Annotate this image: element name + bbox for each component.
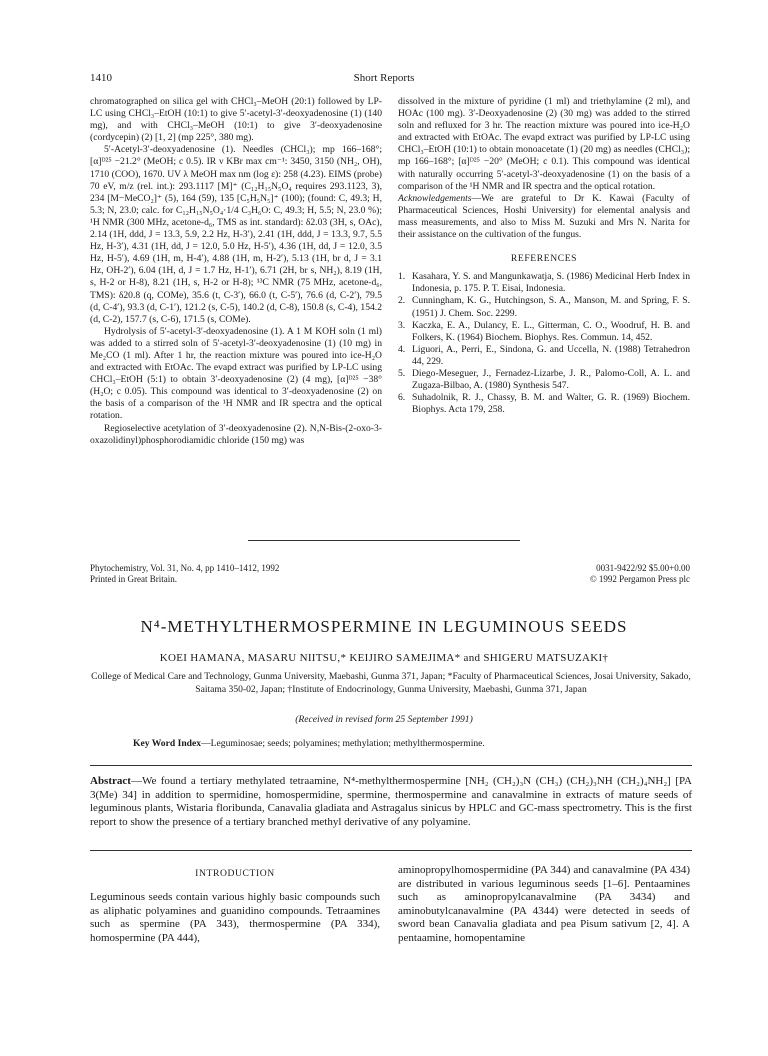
ack-text: —We are grateful to Dr K. Kawai (Faculty of Pharmaceutical Sciences, Hoshi University) for elemental analysis and mass measurements, and also to Miss M. Suzuki and Mrs N. Narita for their assistance on the cultivation of the fungus. <box>398 192 690 241</box>
keywords-text: —Leguminosae; seeds; polyamines; methylation; methylthermospermine. <box>201 738 485 749</box>
abstract-top-rule <box>90 765 692 766</box>
prev-article-left-column <box>90 96 382 447</box>
reference-item <box>398 320 690 344</box>
publication-info-right <box>480 563 690 585</box>
publication-info-left <box>90 563 279 585</box>
reference-item <box>398 271 690 295</box>
abstract <box>90 775 692 829</box>
journal-line: Phytochemistry, Vol. 31, No. 4, pp 1410–1412, 1992 <box>90 563 280 573</box>
reference-text: Diego-Meseguer, J., Fernadez-Lizarbe, J. R., Palomo-Coll, A. L. and Zugaza-Bilbao, A. (1980) Synthesis 547. <box>412 367 690 392</box>
prev-article-right-column <box>398 96 690 416</box>
paragraph: chromatographed on silica gel with CHCl₃–MeOH (20:1) followed by LP-LC using CHCl₃–EtOH (10:1) to give 5′-acetyl-3′-deoxyadenosine (1) (140 mg), and with CHCl₃–MeOH (10:1) to give 3′-deoxyadenosine (cordycepin) (2) [1, 2] (mp 225°, 380 mg). <box>90 96 382 144</box>
reference-number: 4. <box>398 343 406 355</box>
reference-text: Liguori, A., Perri, E., Sindona, G. and Uccella, N. (1988) Tetrahedron 44, 229. <box>412 343 690 367</box>
page-number: 1410 <box>90 72 112 84</box>
printed-line: Printed in Great Britain. <box>90 574 177 584</box>
key-word-index <box>133 738 693 749</box>
keywords-label: Key Word Index <box>133 738 202 749</box>
introduction-right-column: aminopropylhomospermidine (PA 344) and canavalmine (PA 434) are distributed in various leguminous seeds [1–6]. Pentaamines such as aminopropylcanavalmine (PA 3434) and aminobutylcanavalmine (PA 4344) were detected in seeds of sword bean Canavalia gladiata and pea Pisum sativum [2, 4]. A pentaamine, homopentamine <box>398 864 690 944</box>
reference-number: 3. <box>398 319 406 331</box>
reference-item <box>398 344 690 368</box>
introduction-left-column: Leguminous seeds contain various highly basic compounds such as aliphatic polyamines and guanidino compounds. Tetraamines such as spermine (PA 343), thermospermine (PA 334), homospermine (PA 444), <box>90 891 380 944</box>
author-affiliations: College of Medical Care and Technology, Gunma University, Maebashi, Gunma 371, Japan; *Faculty of Pharmaceutical Sciences, Josai University, Sakado, Saitama 350-02, Japan; †Institute of Endocrinology, Gunma University, Maebashi, Gunma 371, Japan <box>91 671 691 695</box>
reference-item <box>398 368 690 392</box>
price-line: 0031-9422/92 $5.00+0.00 <box>596 563 690 573</box>
reference-text: Suhadolnik, R. J., Chassy, B. M. and Walter, G. R. (1969) Biochem. Biophys. Acta 179, 258. <box>412 392 690 416</box>
reference-number: 2. <box>398 295 406 307</box>
reference-item <box>398 295 690 319</box>
reference-text: Cunningham, K. G., Hutchingson, S. A., Manson, M. and Spring, F. S. (1951) J. Chem. Soc. 2299. <box>412 295 690 319</box>
received-date: (Received in revised form 25 September 1991) <box>295 714 473 725</box>
article-authors: KOEI HAMANA, MASARU NIITSU,* KEIJIRO SAMEJIMA* and SHIGERU MATSUZAKI† <box>159 652 609 664</box>
article-separator <box>248 540 520 541</box>
references-heading: REFERENCES <box>510 253 578 265</box>
running-title: Short Reports <box>353 72 415 84</box>
reference-item <box>398 392 690 416</box>
ack-label: Acknowledgements <box>398 192 472 204</box>
abstract-text: —We found a tertiary methylated tetraamine, N⁴-methylthermospermine [NH₂ (CH₂)₃N (CH₃) (CH₂)₃NH (CH₂)₄NH₂] [PA 3(Me) 34] in addition to spermidine, homospermidine, spermine, thermospermine and canavalmine in extracts of mature seeds of leguminous plants, Wistaria floribunda, Canavalia gladiata and Astragalus sinicus by HPLC and GC-mass spectrometry. This is the first report to show the presence of a tertiary branched methyl derivative of any polyamine. <box>90 775 692 828</box>
abstract-bottom-rule <box>90 850 692 851</box>
reference-number: 5. <box>398 367 406 379</box>
paragraph: 5′-Acetyl-3′-deoxyadenosine (1). Needles (CHCl₃); mp 166–168°; [α]ᴰ²⁵ −21.2° (MeOH; c 0.5). IR ν KBr max cm⁻¹: 3450, 3150 (NH₂, OH), 1710 (COO), 1670. UV λ MeOH max nm (log ε): 258 (4.23). EIMS (probe) 70 eV, m/z (rel. int.): 293.1117 [M]⁺ (C₁₂H₁₅N₅O₄ requires 293.1123, 3), 234 [M−MeCO₂]⁺ (5), 164 (59), 135 [C₅H₅N₅]⁺ (100); (found: C, 49.3; H, 5.3; N, 23.0; calc. for C₁₂H₁₅N₅O₄·1/4 C₃H₆O: C, 49.3; H, 5.5; N, 23.0 %); ¹H NMR (300 MHz, acetone-d₆, TMS as int. standard): δ2.03 (3H, s, OAc), 2.14 (1H, ddd, J = 13.3, 5.9, 2.2 Hz, H-3′), 2.41 (1H, ddd, J = 13.3, 9.7, 5.5 Hz, H-3′), 4.31 (1H, dd, J = 12.0, 5.0 Hz, H-5′), 4.36 (1H, dd, J = 12.0, 3.5 Hz, H-5′), 4.69 (1H, m, H-4′), 4.88 (1H, m, H-2′), 5.13 (1H, br d, J = 3.1 Hz, OH-2′), 6.04 (1H, d, J = 1.7 Hz, H-1′), 6.71 (2H, br s, NH₂), 8.19 (1H, s, H-2 or H-8), 8.21 (1H, s, H-2 or H-8); ¹³C NMR (75 MHz, acetone-d₆, TMS): δ20.8 (q, COMe), 35.6 (t, C-3′), 66.0 (t, C-5′), 76.6 (d, C-2′), 79.5 (d, C-4′), 93.3 (d, C-1′), 121.2 (s, C-5), 140.2 (d, C-8), 150.8 (s, C-4), 154.2 (d, C-2), 157.7 (s, C-6), 171.5 (s, COMe). <box>90 144 382 325</box>
paragraph: Regioselective acetylation of 3′-deoxyadenosine (2). N,N-Bis-(2-oxo-3-oxazolidinyl)phosphorodiamidic chloride (150 mg) was <box>90 422 382 446</box>
article-title: N⁴-METHYLTHERMOSPERMINE IN LEGUMINOUS SEEDS <box>140 617 628 636</box>
paragraph: Hydrolysis of 5′-acetyl-3′-deoxyadenosine (1). A 1 M KOH soln (1 ml) was added to a stirred soln of 5′-acetyl-3′-deoxyadenosine (1) (10 mg) in Me₂CO (1 ml). After 1 hr, the reaction mixture was poured into ice-H₂O and extracted with EtOAc. The evapd extract was purified by LP-LC using CHCl₃–EtOH (5:1) to obtain 3′-deoxyadenosine (2) (4 mg), [α]ᴰ²⁵ −38° (H₂O; c 0.05). This compound was identical to 3′-deoxyadenosine (2) on the basis of a comparison of the ¹H NMR and IR spectra and the optical rotation. <box>90 325 382 422</box>
reference-number: 1. <box>398 271 406 283</box>
reference-text: Kaczka, E. A., Dulancy, E. L., Gitterman, C. O., Woodruf, H. B. and Folkers, K. (1964) Biochem. Biophys. Res. Commun. 14, 452. <box>412 319 690 343</box>
abstract-label: Abstract <box>90 775 131 787</box>
copyright-line: © 1992 Pergamon Press plc <box>589 574 690 584</box>
acknowledgements <box>398 193 690 241</box>
reference-number: 6. <box>398 392 406 404</box>
references-list <box>398 271 690 416</box>
paragraph: dissolved in the mixture of pyridine (1 ml) and triethylamine (2 ml), and HOAc (100 mg). 3′-Deoxyadenosine (2) (30 mg) was added to the stirred soln and refluxed for 3 hr. The reaction mixture was poured into ice-H₂O and extracted with EtOAc. The evapd extract was purified by LP-LC using CHCl₃–EtOH (10:1) to obtain monoacetate (1) (20 mg) as needles (CHCl₃); mp 166–168°; [α]ᴰ²⁵ −20° (MeOH; c 0.1). This compound was identical with naturally occurring 5′-acetyl-3′-deoxyadenosine (1) on the basis of a comparison of the ¹H NMR and IR spectra and the optical rotation. <box>398 96 690 192</box>
reference-text: Kasahara, Y. S. and Mangunkawatja, S. (1986) Medicinal Herb Index in Indonesia, p. 175. P. T. Eisai, Indonesia. <box>412 271 690 295</box>
introduction-heading: INTRODUCTION <box>195 868 275 879</box>
